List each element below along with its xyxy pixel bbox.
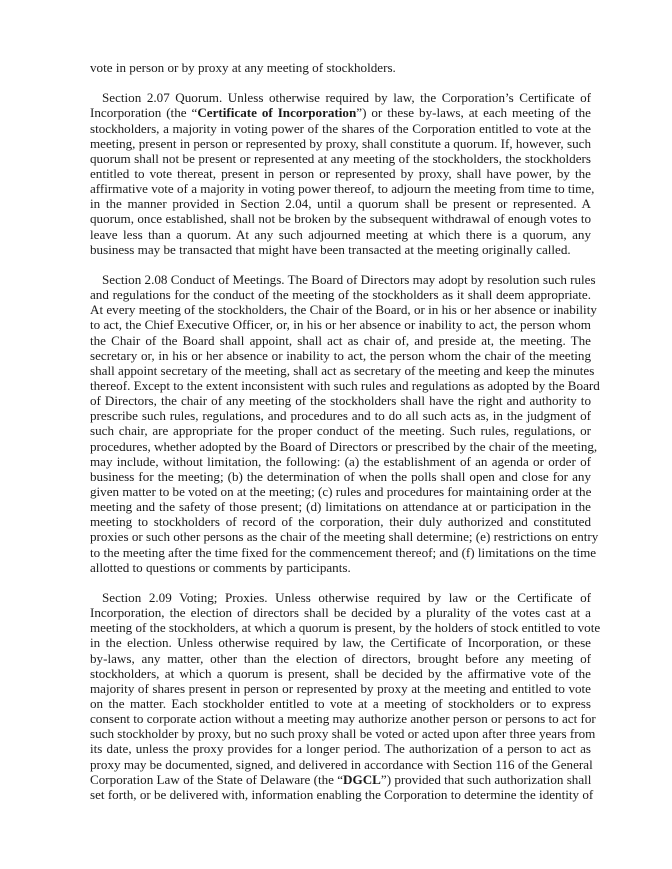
text-segment: set forth, or be delivered with, information enabling the Corporation to determine the identity of [90, 786, 594, 802]
text-segment: leave less than a quorum. At any such adjourned meeting at which there is a quorum, any [90, 226, 591, 242]
text-line [90, 166, 591, 181]
text-segment: proxies or such other persons as the chair of the meeting shall determine; (e) restrictions on entry [90, 529, 599, 545]
text-line [90, 786, 594, 802]
text-line [90, 90, 591, 105]
text-line [90, 105, 591, 120]
text-line [90, 302, 597, 318]
paragraph [90, 90, 595, 257]
text-line [90, 333, 591, 348]
text-segment: ”) provided that such authorization shall [380, 771, 592, 787]
text-segment: Section 2.07 Quorum. Unless otherwise required by law, the Corporation’s Certificate of [102, 90, 591, 106]
text-segment: procedures, whether adopted by the Board of Directors or prescribed by the chair of the meeting, [90, 438, 598, 454]
text-segment: proxy may be documented, signed, and delivered in accordance with Section 116 of the General [90, 756, 593, 772]
text-line [90, 560, 591, 575]
text-line [90, 696, 591, 711]
text-line [90, 211, 591, 226]
document-page [90, 60, 601, 817]
text-segment: affirmative vote of a majority in voting power thereof, to adjourn the meeting from time to time, [90, 181, 595, 197]
text-line [90, 484, 591, 499]
text-segment: quorum, once established, shall not be broken by the subsequent withdrawal of enough votes to [90, 211, 591, 227]
text-line [90, 181, 595, 197]
text-line [90, 605, 591, 620]
text-segment: to act, the Chief Executive Officer, or, in his or her absence or inability to act, the person whom [90, 317, 591, 333]
text-segment: meeting of the stockholders, at which a quorum is present, by the holders of stock entitled to vote [90, 620, 601, 636]
text-line [90, 635, 591, 650]
defined-term: Certificate of Incorporation [197, 105, 357, 121]
text-segment: business for the meeting; (b) the determination of when the polls shall open and close for any [90, 468, 591, 484]
text-segment: such chair, are appropriate for the proper conduct of the meeting. Such rules, regulations, or [90, 423, 591, 439]
text-segment: stockholders, at which a quorum is present, shall be decided by the affirmative vote of the [90, 665, 591, 681]
text-segment: Section 2.08 Conduct of Meetings. The Board of Directors may adopt by resolution such rules [102, 272, 596, 288]
text-segment: secretary or, in his or her absence or inability to act, the person whom the chair of the meeting [90, 347, 591, 363]
text-line [90, 514, 591, 529]
text-segment: allotted to questions or comments by participants. [90, 559, 351, 575]
text-segment: the Chair of the Board shall appoint, shall act as chair of, and preside at, the meeting. The [90, 332, 591, 348]
text-line [90, 681, 591, 696]
text-segment: thereof. Except to the extent inconsistent with such rules and regulations as adopted by the Board [90, 378, 600, 394]
text-segment: Incorporation, the election of directors shall be decided by a plurality of the votes cast at a [90, 605, 591, 621]
text-segment: stockholders, a majority in voting power of the shares of the Corporation entitled to vote at the [90, 120, 591, 136]
text-line [90, 438, 598, 454]
text-line [90, 362, 595, 378]
text-segment: Corporation Law of the State of Delaware (the “ [90, 771, 344, 787]
text-segment: to the meeting after the time fixed for the commencement thereof; and (f) limitations on the time [90, 544, 597, 560]
text-segment: entitled to vote thereat, present in person or represented by proxy, shall have power, by the [90, 166, 591, 182]
text-segment: on the matter. Each stockholder entitled to vote at a meeting of stockholders or to express [90, 696, 591, 712]
text-segment: of Directors, the chair of any meeting of the stockholders shall have the right and authority to [90, 393, 591, 409]
text-line [90, 121, 591, 136]
text-line [90, 393, 591, 408]
text-segment: consent to corporate action without a meeting may authorize another person or persons to act for [90, 711, 596, 727]
text-segment: may include, without limitation, the following: (a) the establishment of an agenda or order of [90, 453, 591, 469]
text-segment: its date, unless the proxy provides for a longer period. The authorization of a person to act as [90, 741, 591, 757]
text-segment: meeting, present in person or represented by proxy, shall constitute a quorum. If, however, such [90, 135, 591, 151]
text-line [90, 757, 591, 772]
text-line [90, 423, 591, 438]
text-segment: Section 2.09 Voting; Proxies. Unless otherwise required by law or the Certificate of [102, 590, 591, 606]
text-segment: vote in person or by proxy at any meeting of stockholders. [90, 60, 396, 75]
text-segment: prescribe such rules, regulations, and procedures and to do all such acts as, in the judgment of [90, 408, 591, 424]
text-line [90, 196, 591, 211]
text-segment: by-laws, any matter, other than the election of directors, brought before any meeting of [90, 650, 591, 666]
text-line [90, 544, 597, 560]
text-line [90, 287, 591, 302]
text-line [90, 348, 591, 363]
text-line [90, 651, 591, 666]
text-segment: business may be transacted that might have been transacted at the meeting originally called. [90, 241, 571, 257]
text-line [90, 242, 591, 257]
text-line [90, 620, 601, 636]
text-segment: in the election. Unless otherwise required by law, the Certificate of Incorporation, or these [90, 635, 591, 651]
text-line [90, 227, 591, 242]
text-line [90, 529, 599, 545]
text-line [90, 317, 591, 332]
defined-term: DGCL [343, 771, 381, 787]
text-segment: such stockholder by proxy, but no such proxy shall be voted or acted upon after three years from [90, 726, 596, 742]
text-line [90, 499, 591, 514]
text-line [90, 590, 591, 605]
text-segment: meeting and the safety of those present; (d) limitations on attendance at or participation in the [90, 499, 591, 515]
paragraph [90, 590, 601, 802]
text-line [90, 666, 591, 681]
text-segment: and regulations for the conduct of the meeting of the stockholders as it shall deem appropriate. [90, 287, 591, 303]
text-line [90, 711, 596, 727]
text-segment: meeting to stockholders of record of the corporation, their duly authorized and constituted [90, 514, 591, 530]
text-line [90, 741, 591, 756]
text-segment: majority of shares present in person or represented by proxy at the meeting and entitled to vote [90, 680, 591, 696]
text-line [90, 378, 600, 394]
text-line [90, 60, 591, 75]
text-line [90, 772, 591, 787]
text-line [90, 151, 591, 166]
text-segment: quorum shall not be present or represented at any meeting of the stockholders, the stockholders [90, 150, 591, 166]
text-segment: given matter to be voted on at the meeting; (c) rules and procedures for maintaining order at the [90, 484, 592, 500]
text-segment: in the manner provided in Section 2.04, until a quorum shall be present or represented. A [90, 196, 591, 212]
text-line [90, 726, 596, 742]
text-segment: Incorporation (the “ [90, 105, 198, 121]
text-segment: shall appoint secretary of the meeting, shall act as secretary of the meeting and keep the minutes [90, 362, 595, 378]
text-segment: ”) or these by-laws, at each meeting of the [356, 105, 591, 121]
text-segment: At every meeting of the stockholders, the Chair of the Board, or in his or her absence or inability [90, 302, 597, 318]
text-line [90, 272, 596, 288]
paragraph [90, 60, 591, 75]
text-line [90, 408, 591, 423]
text-line [90, 454, 591, 469]
text-line [90, 136, 591, 151]
text-line [90, 469, 591, 484]
paragraph [90, 272, 600, 575]
